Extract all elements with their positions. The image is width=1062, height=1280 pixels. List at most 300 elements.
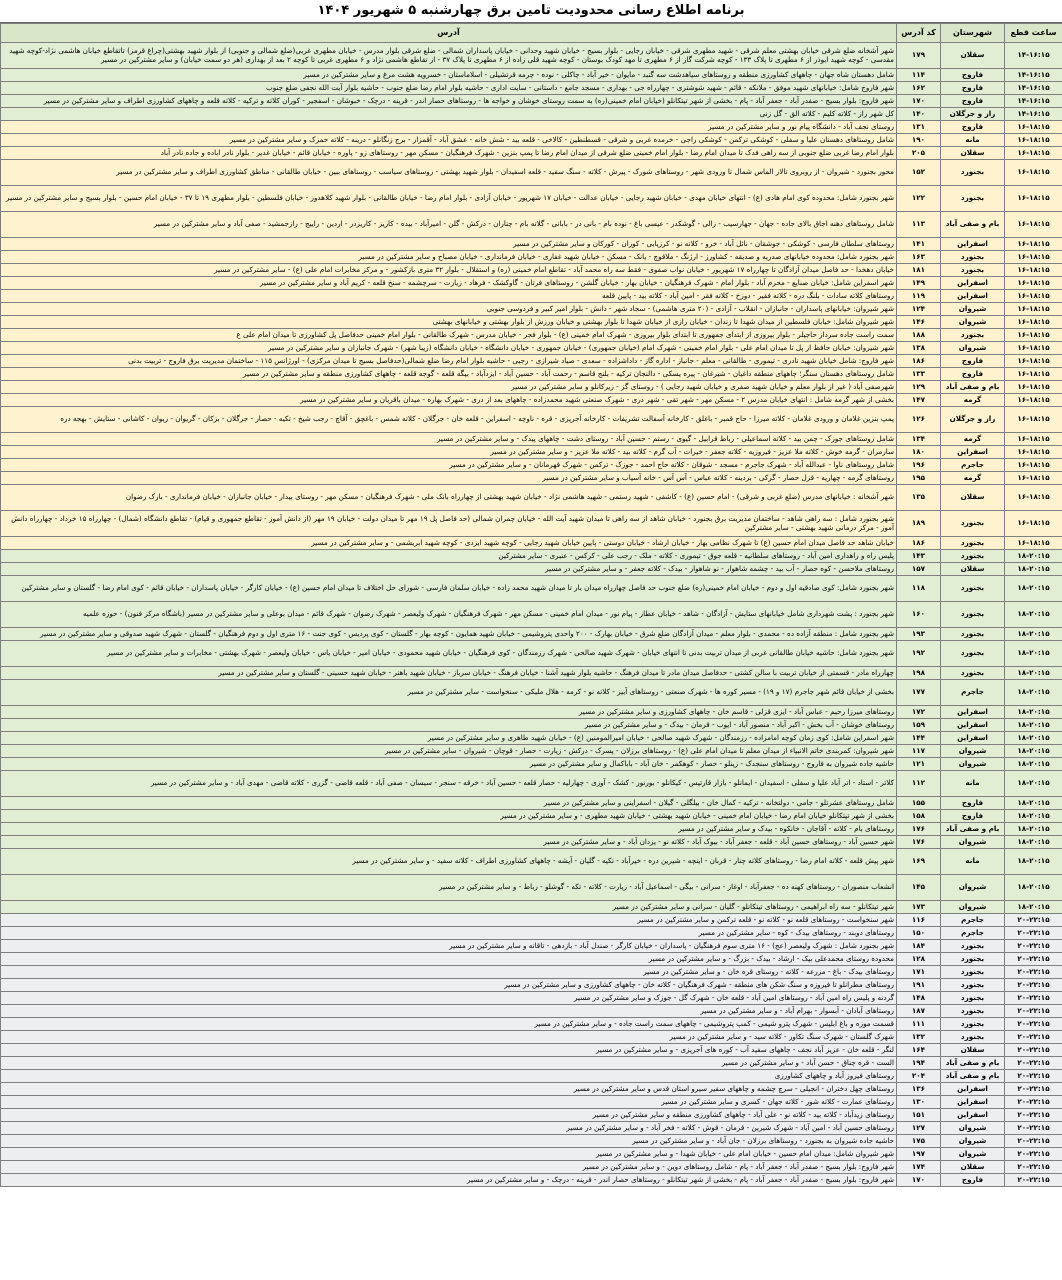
code-cell: ۱۹۱ <box>897 979 941 992</box>
time-cell: ۱۶-۱۸:۱۵ <box>1005 121 1062 134</box>
time-cell: ۲۰-۲۲:۱۵ <box>1005 1174 1062 1187</box>
code-cell: ۱۶۹ <box>897 849 941 875</box>
city-cell: بام و صفی آباد <box>941 212 1005 238</box>
time-cell: ۲۰-۲۲:۱۵ <box>1005 1122 1062 1135</box>
code-cell: ۱۷۰ <box>897 1174 941 1187</box>
table-row <box>1 758 1062 771</box>
code-cell: ۱۲۶ <box>897 407 941 433</box>
time-cell: ۱۶-۱۸:۱۵ <box>1005 446 1062 459</box>
table-row <box>1 1148 1062 1161</box>
address-cell: الست - قره چناق - حسن آباد - و سایر مشترکین در مسیر <box>1 1057 897 1070</box>
table-row <box>1 342 1062 355</box>
table-row <box>1 316 1062 329</box>
code-cell: ۱۸۴ <box>897 940 941 953</box>
code-cell: ۲۰۴ <box>897 1070 941 1083</box>
address-cell: روستاهای سلطان فارسی - کوشکی - جوشقان - نائل آباد - خرو - کلاته نو - کرزیابی - کوران - کورکان و سایر مشترکین در مسیر <box>1 238 897 251</box>
table-row <box>1 160 1062 186</box>
address-cell: سمت راست جاده سرداز حاجیلر - بلوار بیروزی از ابتدای جمهوری تا ابتدای بلوار بیروزی - شهرک امام خمینی (ع) - بلوار فجر - خیابان مدرس - شهرک طالقانی - بلوار امام خمینی حدفاصل پل کشاورزی تا میدان امام علی ع <box>1 329 897 342</box>
city-cell: جاجرم <box>941 914 1005 927</box>
code-cell: ۱۶۲ <box>897 82 941 95</box>
table-row <box>1 134 1062 147</box>
code-cell: ۱۸۱ <box>897 264 941 277</box>
table-row <box>1 719 1062 732</box>
time-cell: ۱۸-۲۰:۱۵ <box>1005 745 1062 758</box>
address-cell: بخشی از شهر گرمه شامل : انتهای خیابان مدرس ۲ - مسکن مهر - شهر تقی - شهر دری - شهرک صنعتی شهید محمدزاده - چاههای بعد از دری - شهرک بهاره - میدان باقریان و سایر مشترکین در مسیر <box>1 394 897 407</box>
address-cell: چهارراه مادر - قسمتی از خیابان تربیت با سالن کشتی - حدفاصل میدان مادر تا میدان فرهنگ - حاشیه بلوار شهید آشنا - خیابان فرهنگ - خیابان سرباز - خیابان شهید باهنر - خیابان شهید حسینی - گلستان و سایر مشترکین در مسیر <box>1 667 897 680</box>
time-cell: ۱۶-۱۸:۱۵ <box>1005 433 1062 446</box>
time-cell: ۱۶-۱۸:۱۵ <box>1005 407 1062 433</box>
code-cell: ۱۶۳ <box>897 251 941 264</box>
code-cell: ۱۹۲ <box>897 641 941 667</box>
address-cell: حاشیه جاده شیروان به بجنورد - روستاهای برزلان - جان آباد - و سایر مشترکین در مسیر <box>1 1135 897 1148</box>
city-cell: بجنورد <box>941 1005 1005 1018</box>
time-cell: ۱۶-۱۸:۱۵ <box>1005 186 1062 212</box>
table-row <box>1 355 1062 368</box>
address-cell: شهر شیروان: خیابان حافظ از پل تا میدان امام علی - بلوار امام خمینی - شهرک امام (خیابان جمهوری) - خیابان جمهوری - خیابان دانشگاه - خیابان دانشگاه (زیبا شهر) - شهرک جانبازان و سایر مشترکین در مسیر <box>1 342 897 355</box>
address-cell: شهر اسفراین شامل: کوی زمان کوچه امامزاده - رزمندگان - شهرک شهید صالحی - خیابان امیرالمومنین (ع) - خیابان شهید طاهری و سایر مشترکین در مسیر <box>1 732 897 745</box>
city-cell: بجنورد <box>941 251 1005 264</box>
address-cell: شامل روستاهای ناوا - عبدالله آباد - شهرک جاجرم - مسجد - شوقان - کلاته حاج احمد - جوزک - ترکمن - شهرک قهرمانان - و سایر مشترکین در مسیر <box>1 459 897 472</box>
city-cell: جاجرم <box>941 927 1005 940</box>
address-cell: شهر تیتکانلو - سه راه ابراهیمی - روستاهای تیتکانلو - گلیان - سرانی و سایر مشترکین در مسیر <box>1 901 897 914</box>
time-cell: ۱۴-۱۶:۱۵ <box>1005 108 1062 121</box>
code-cell: ۱۸۷ <box>897 1005 941 1018</box>
code-cell: ۱۸۶ <box>897 537 941 550</box>
table-row <box>1 1109 1062 1122</box>
address-cell: شهر شیروان: کمربندی خاتم الانبیاء از میدان معلم تا میدان امام علی (ع) - روستاهای برزلان - پسرک - درکش - زیارت - حصار - قوچان - شیروان - سایر مشترکین در مسیر <box>1 745 897 758</box>
city-cell: بجنورد <box>941 329 1005 342</box>
address-cell: شهرصفی آباد ( غیر از بلوار معلم و خیابان شهید صفری و خیابان شهید رجایی ) - روستای گز - زیرکانلو و سایر مشترکین در مسیر <box>1 381 897 394</box>
city-cell: گرمه <box>941 472 1005 485</box>
address-cell: بخشی از شهر تیتکانلو خیابان امام رضا - خیابان امام خمینی - خیابان شهید بهشتی - خیابان شهید مطهری - و سایر مشترکین در مسیر <box>1 810 897 823</box>
code-cell: ۱۵۱ <box>897 1109 941 1122</box>
code-cell: ۱۷۴ <box>897 1161 941 1174</box>
time-cell: ۲۰-۲۲:۱۵ <box>1005 1031 1062 1044</box>
city-cell: اسفراین <box>941 277 1005 290</box>
table-row <box>1 706 1062 719</box>
address-cell: روستاهای حسین آباد - امین آباد - شهرک شیرین - قرمان - قوش - کلاته - فخر آباد - و سایر مشترکین در مسیر <box>1 1122 897 1135</box>
page-title: برنامه اطلاع رسانی محدودیت تامین برق چهارشنبه ۵ شهریور ۱۴۰۴ <box>0 0 1062 23</box>
table-row <box>1 1096 1062 1109</box>
table-row <box>1 1161 1062 1174</box>
city-cell: بجنورد <box>941 186 1005 212</box>
address-cell: شهر حسین آباد - روستاهای حسین آباد - قلعه - جعفر آباد - بیوک آباد - کلاته نو - یزدان آباد - و سایر مشترکین در مسیر <box>1 836 897 849</box>
table-row <box>1 368 1062 381</box>
address-cell: شهر بجنورد شامل: محدوده خیابانهای صدریه و صدیقه - کشاورز - ارژنگ - ملاقوچ - یانک - مسکن - خیابان شهید غفاری - خیابان فرمانداری - خیابان مصباح و سایر مشترکین در مسیر <box>1 251 897 264</box>
code-cell: ۱۴۸ <box>897 992 941 1005</box>
table-row <box>1 1005 1062 1018</box>
address-cell: شهر بجنورد : پشت شهرداری شامل خیابانهای ستایش - آزادگان - شاهد - خیابان عطار - پیام نور - میدان امام خمینی - مسکن مهر - شهرک فرهنگیان - شهرک ولیعصر - شهرک رضوان - شهرک قائم - میدان بوعلی و سایر مشترکین در مسیر (باشگاه مرکز فنون) - حوزه علمیه <box>1 602 897 628</box>
table-row <box>1 433 1062 446</box>
time-cell: ۱۸-۲۰:۱۵ <box>1005 667 1062 680</box>
address-cell: شامل روستاهای دهستان علیا و سفلی - کوشکی ترکمن - کوشکی راجی - خرمده غربی و شرقی - قسطنطین - کالاخی - قلعه بید - شش خانه - عشق آباد - آقمزار - برج زنگانلو - درینه - کلاته حمزک و سایر مشترکین در مسیر <box>1 134 897 147</box>
code-cell: ۱۵۰ <box>897 927 941 940</box>
city-cell: بجنورد <box>941 979 1005 992</box>
address-cell: شهر بجنورد شامل : شهرک ولیعصر (عج) - ۱۶ متری سوم فرهنگیان - پاسداران - خیابان کارگر - صندل آباد - بازدهی - تاقانه و سایر مشترکین در مسیر <box>1 940 897 953</box>
city-cell: فاروج <box>941 121 1005 134</box>
time-cell: ۲۰-۲۲:۱۵ <box>1005 979 1062 992</box>
table-row <box>1 823 1062 836</box>
address-cell: روستای نجف آباد - دانشگاه پیام نور و سایر مشترکین در مسیر <box>1 121 897 134</box>
table-row <box>1 563 1062 576</box>
time-cell: ۱۸-۲۰:۱۵ <box>1005 550 1062 563</box>
code-cell: ۱۷۰ <box>897 95 941 108</box>
code-cell: ۱۱۳ <box>897 212 941 238</box>
time-cell: ۱۸-۲۰:۱۵ <box>1005 576 1062 602</box>
table-row <box>1 797 1062 810</box>
time-cell: ۱۶-۱۸:۱۵ <box>1005 472 1062 485</box>
time-cell: ۱۶-۱۸:۱۵ <box>1005 134 1062 147</box>
code-cell: ۱۵۸ <box>897 810 941 823</box>
address-cell: شامل روستاهای جوزک - چمن بید - کلاته اسماعیلی - رباط قرابیل - گیوی - رستم - حسین آباد - روستای دشت - چاههای پیدک - و سایر مشترکین در مسیر <box>1 433 897 446</box>
city-cell: بجنورد <box>941 628 1005 641</box>
address-cell: شهر فاروج: بلوار بسیج - صفدر آباد - جعفر آباد - پام - شامل روستاهای دوین - و سایر مشترکین در مسیر <box>1 1161 897 1174</box>
address-cell: روستاهای زیدآباد - کلاته بید - کلاته نو - علی آباد - چاههای کشاورزی منطقه و سایر مشترکین در مسیر <box>1 1109 897 1122</box>
city-cell: شیروان <box>941 1135 1005 1148</box>
header-city: شهرستان <box>941 24 1005 43</box>
address-cell: محدوده روستای محمدعلی بیک - ارشاد - بیدک - بزرگ - و سایر مشترکین در مسیر <box>1 953 897 966</box>
code-cell: ۱۳۳ <box>897 368 941 381</box>
city-cell: بجنورد <box>941 966 1005 979</box>
table-row <box>1 303 1062 316</box>
code-cell: ۱۱۷ <box>897 745 941 758</box>
time-cell: ۲۰-۲۲:۱۵ <box>1005 914 1062 927</box>
city-cell: اسفراین <box>941 1096 1005 1109</box>
code-cell: ۱۴۳ <box>897 550 941 563</box>
city-cell: گرمه <box>941 433 1005 446</box>
address-cell: شامل روستاهای عشرتلو - جامی - دولتخانه - ترکیه - کمال خان - بیلگلی - گیلان - اسفراینی و سایر مشترکین در مسیر <box>1 797 897 810</box>
city-cell: فاروج <box>941 355 1005 368</box>
time-cell: ۱۶-۱۸:۱۵ <box>1005 459 1062 472</box>
table-row <box>1 264 1062 277</box>
time-cell: ۱۶-۱۸:۱۵ <box>1005 212 1062 238</box>
time-cell: ۱۸-۲۰:۱۵ <box>1005 875 1062 901</box>
time-cell: ۱۸-۲۰:۱۵ <box>1005 849 1062 875</box>
address-cell: شهر اسفراین شامل: خیابان صنایع - محرم آباد - بلوار امام - شهرک فرهنگیان - خیابان بهار - خیابان گلشن - روستاهای فرتان - گاوکشک - فرهاد - زیارت - سرچشمه - سنخ قلعه - کریم آباد و سایر مشترکین در مسیر <box>1 277 897 290</box>
table-row <box>1 810 1062 823</box>
code-cell: ۱۷۶ <box>897 823 941 836</box>
city-cell: شیروان <box>941 875 1005 901</box>
code-cell: ۲۰۵ <box>897 147 941 160</box>
address-cell: شامل روستاهای دهستان سنگر؛ چاههای منطقه داغیان - شیرغان - پیره یسکی - دالنجان ترکیه - بلنج قاسم - رحمت آباد - حسین آباد - ایزدآباد - بیگه قلعه - گوجه قلعه - چاههای کشاورزی منطقه و سایر مشترکین در مسیر <box>1 368 897 381</box>
time-cell: ۲۰-۲۲:۱۵ <box>1005 966 1062 979</box>
table-row <box>1 1018 1062 1031</box>
address-cell: شهر شیروان شامل: خیابان فلسطین از میدان شهدا تا زندان - خیابان رازی از خیابان شهدا تا بلوار بهشتی و خیابان ورزش از بلوار بهشتی و خیابانهای بهشتی <box>1 316 897 329</box>
table-row <box>1 641 1062 667</box>
table-row <box>1 992 1062 1005</box>
city-cell: اسفراین <box>941 719 1005 732</box>
address-cell: شهر شیروان شامل: میدان امام حسین - خیابان امام علی - خیابان شهدا - و سایر مشترکین در مسیر <box>1 1148 897 1161</box>
code-cell: ۱۵۵ <box>897 797 941 810</box>
table-row <box>1 472 1062 485</box>
table-row <box>1 394 1062 407</box>
city-cell: اسفراین <box>941 446 1005 459</box>
city-cell: فاروج <box>941 69 1005 82</box>
table-row <box>1 914 1062 927</box>
time-cell: ۱۸-۲۰:۱۵ <box>1005 823 1062 836</box>
code-cell: ۱۸۸ <box>897 329 941 342</box>
table-row <box>1 576 1062 602</box>
address-cell: شهر سنخواست - روستاهای قلعه نو - کلاته نو - قلعه ترکمن و سایر مشترکین در مسیر <box>1 914 897 927</box>
table-row <box>1 667 1062 680</box>
table-row <box>1 836 1062 849</box>
code-cell: ۱۳۲ <box>897 1031 941 1044</box>
city-cell: بجنورد <box>941 992 1005 1005</box>
time-cell: ۱۶-۱۸:۱۵ <box>1005 537 1062 550</box>
city-cell: سقلان <box>941 147 1005 160</box>
table-row <box>1 290 1062 303</box>
table-row <box>1 511 1062 537</box>
city-cell: بام و صفی آباد <box>941 1070 1005 1083</box>
code-cell: ۱۴۹ <box>897 277 941 290</box>
city-cell: بجنورد <box>941 1018 1005 1031</box>
table-row <box>1 1174 1062 1187</box>
city-cell: اسفراین <box>941 706 1005 719</box>
address-cell: روستاهای ملاحسن - کوه حصار - آب بید - چشمه شاهوار - نو شاهوار - بیدک - کلاته جعفر - و سایر مشترکین در مسیر <box>1 563 897 576</box>
time-cell: ۱۶-۱۸:۱۵ <box>1005 511 1062 537</box>
time-cell: ۲۰-۲۲:۱۵ <box>1005 1148 1062 1161</box>
address-cell: انشعاب منصوران - روستاهای کهنه ده - جعفرآباد - اوغاز - سرانی - بیگی - اسماعیل آباد - زیارت - کلاته - تکه - گوشلو - رباط - و سایر مشترکین در مسیر <box>1 875 897 901</box>
address-cell: خیابان شاهد حد فاصل میدان امام حسین (ع) تا شهرک نظامی بهار - خیابان ارشاد - خیابان دوستی - پایین خیابان شهید رجایی - کوچه شهید ایزدی - کوچه شهید ابریشمی - و سایر مشترکین در مسیر <box>1 537 897 550</box>
table-row <box>1 1057 1062 1070</box>
time-cell: ۱۸-۲۰:۱۵ <box>1005 628 1062 641</box>
city-cell: فاروج <box>941 797 1005 810</box>
table-row <box>1 966 1062 979</box>
city-cell: بجنورد <box>941 602 1005 628</box>
code-cell: ۱۹۷ <box>897 1148 941 1161</box>
address-cell: روستاهای بام - کلاته - آقاجان - خانکوه - بیدک و سایر مشترکین در مسیر <box>1 823 897 836</box>
code-cell: ۱۲۷ <box>897 1122 941 1135</box>
city-cell: مانه <box>941 849 1005 875</box>
table-row <box>1 602 1062 628</box>
address-cell: کلاتر - استاد - اتر آباد علیا و سفلی - اسفیدان - ایمانلو - بازار قارتیس - کیکانلو - بورنور - کشک - آوزی - چهارلیه - حصار قلعه - حسین آباد - خرقه - سنجر - سیسان - صفی آباد - قلعه قاضی - گزری - کلاته قاضی - مهدی آباد - و سایر مشترکین در مسیر <box>1 771 897 797</box>
table-row <box>1 901 1062 914</box>
code-cell: ۱۶۰ <box>897 602 941 628</box>
code-cell: ۱۹۳ <box>897 628 941 641</box>
header-time: ساعت قطع <box>1005 24 1062 43</box>
code-cell: ۱۷۵ <box>897 1135 941 1148</box>
header-row <box>1 24 1062 43</box>
city-cell: فاروج <box>941 368 1005 381</box>
time-cell: ۱۸-۲۰:۱۵ <box>1005 680 1062 706</box>
time-cell: ۲۰-۲۲:۱۵ <box>1005 1044 1062 1057</box>
table-row <box>1 95 1062 108</box>
city-cell: اسفراین <box>941 1109 1005 1122</box>
address-cell: شهرک گلستان - شهرک سنگ تکاور - کلاته سید - و سایر مشترکین در مسیر <box>1 1031 897 1044</box>
address-cell: شهر بجنورد شامل: محدوده کوی امام هادی (ع) - انتهای خیابان مهدی - خیابان شهید رجایی - خیابان عدالت - خیابان ۱۷ شهریور - خیابان آزادی - بلوار امام رضا - خیابان طالقانی - بلوار شهید کلاهدوز - خیابان فلسطین - بلوار مطهری ۱۹ تا ۳۷ - خیابان امام حسین - بلوار بسیج و سایر مشترکین در مسیر <box>1 186 897 212</box>
address-cell: روستاهای گرمه - چهاریه - قزل حصار - گرکی - بردینه - کلاته عباس - آس آس - خانه آسیاب و سایر مشترکین در مسیر <box>1 472 897 485</box>
time-cell: ۲۰-۲۲:۱۵ <box>1005 1005 1062 1018</box>
table-row <box>1 186 1062 212</box>
city-cell: بجنورد <box>941 940 1005 953</box>
city-cell: فاروج <box>941 95 1005 108</box>
city-cell: راز و جرگلان <box>941 407 1005 433</box>
code-cell: ۱۴۵ <box>897 875 941 901</box>
city-cell: شیروان <box>941 836 1005 849</box>
address-cell: روستاهای فیروز آباد و چاههای کشاورزی <box>1 1070 897 1083</box>
time-cell: ۱۶-۱۸:۱۵ <box>1005 303 1062 316</box>
address-cell: روستاهای میرزا رحیم - عباس آباد - ایزی قزلی - قاسم خان - چاههای کشاورزی و سایر مشترکین در مسیر <box>1 706 897 719</box>
code-cell: ۱۲۲ <box>897 186 941 212</box>
code-cell: ۱۲۱ <box>897 758 941 771</box>
table-row <box>1 745 1062 758</box>
time-cell: ۲۰-۲۲:۱۵ <box>1005 1109 1062 1122</box>
table-row <box>1 446 1062 459</box>
code-cell: ۱۱۲ <box>897 771 941 797</box>
code-cell: ۱۲۴ <box>897 303 941 316</box>
city-cell: بجنورد <box>941 576 1005 602</box>
city-cell: شیروان <box>941 1122 1005 1135</box>
code-cell: ۱۴۶ <box>897 316 941 329</box>
table-body <box>1 43 1062 1187</box>
city-cell: اسفراین <box>941 290 1005 303</box>
city-cell: شیروان <box>941 1148 1005 1161</box>
table-row <box>1 1083 1062 1096</box>
table-row <box>1 849 1062 875</box>
city-cell: شیروان <box>941 901 1005 914</box>
code-cell: ۱۷۶ <box>897 836 941 849</box>
code-cell: ۱۳۰ <box>897 1096 941 1109</box>
address-cell: شهر فاروج: بلوار بسیج - صفدر آباد - جعفر آباد - پام - بخشی از شهر تیتکانلو - روستاهای حصار اندر - قرینه - درچک - و سایر مشترکین در مسیر <box>1 1174 897 1187</box>
code-cell: ۱۱۶ <box>897 914 941 927</box>
header-address: آدرس <box>1 24 897 43</box>
address-cell: شهر فاروج: شامل خیابان شهید نادری - تیموری - طالقانی - معلم - جانباز - اداره گاز - داداشزاده - سعدی - صیاد شیرازی - رجبی - حاشیه بلوار امام رضا ضلع شمالی(حدفاصل بسیج تا میدان مرکزی) - اورژانس ۱۱۵ - ساختمان مدیریت برق فاروج - تربیت بدنی <box>1 355 897 368</box>
address-cell: محور بجنورد - شیروان - از روبروی تالار الماس شمال تا ورودی شهر - روستاهای شورک - پیرش - کلاته - سنگ سفید - قلعه اسفیدان - بلوار شهید بهشتی - روستاهای سیاسب - روستاهای ببین - خیابان طالقانی - مناطق کشاورزی اطراف و سایر مشترکین در مسیر <box>1 160 897 186</box>
code-cell: ۱۳۶ <box>897 1083 941 1096</box>
city-cell: بام و صفی آباد <box>941 1057 1005 1070</box>
time-cell: ۱۸-۲۰:۱۵ <box>1005 719 1062 732</box>
code-cell: ۱۷۳ <box>897 901 941 914</box>
time-cell: ۱۸-۲۰:۱۵ <box>1005 771 1062 797</box>
city-cell: جاجرم <box>941 459 1005 472</box>
time-cell: ۱۴-۱۶:۱۵ <box>1005 43 1062 69</box>
time-cell: ۲۰-۲۲:۱۵ <box>1005 1057 1062 1070</box>
city-cell: راز و جرگلان <box>941 108 1005 121</box>
city-cell: گرمه <box>941 394 1005 407</box>
code-cell: ۱۸۹ <box>897 511 941 537</box>
table-row <box>1 329 1062 342</box>
address-cell: شهر بجنورد شامل : منطقه آزاده ده - محمدی - بلوار معلم - میدان آزادگان ضلع شرق - خیابان بهارک - ۲۰۰ واحدی پتروشیمی - خیابان شهید همایون - کوچه بهار - گلستان - کوی پردیس - کوی جنت - ۱۶ متری اول و دوم فرهنگیان - گلستان - شهرک شهید صدوقی و سایر مشترکین در مسیر <box>1 628 897 641</box>
time-cell: ۱۶-۱۸:۱۵ <box>1005 160 1062 186</box>
code-cell: ۱۱۱ <box>897 1018 941 1031</box>
time-cell: ۱۶-۱۸:۱۵ <box>1005 277 1062 290</box>
time-cell: ۱۶-۱۸:۱۵ <box>1005 485 1062 511</box>
address-cell: روستاهای مطرانلو تا فیروزه و سنگ شکن های منطقه - شهرک فرهنگیان - کلاته خان - چاههای کشاورزی و سایر مشترکین در مسیر <box>1 979 897 992</box>
time-cell: ۱۸-۲۰:۱۵ <box>1005 602 1062 628</box>
city-cell: بجنورد <box>941 264 1005 277</box>
time-cell: ۱۶-۱۸:۱۵ <box>1005 355 1062 368</box>
code-cell: ۱۴۱ <box>897 238 941 251</box>
table-row <box>1 628 1062 641</box>
table-row <box>1 381 1062 394</box>
time-cell: ۱۸-۲۰:۱۵ <box>1005 758 1062 771</box>
table-row <box>1 485 1062 511</box>
address-cell: شهر آشخانه : خیابانهای مدرس (ضلع غربی و شرقی) - امام حسین (ع) - کاشفی - شهید رستمی - شهید هاشمی نژاد - خیابان شهید بهشتی از چهارراه بانک ملی - شهرک فرهنگیان - مسکن مهر - روستای بیدار - خیابان جانبازان - خیابان فرمانداری - بارک رضوان <box>1 485 897 511</box>
code-cell: ۱۵۲ <box>897 160 941 186</box>
time-cell: ۱۶-۱۸:۱۵ <box>1005 147 1062 160</box>
city-cell: بجنورد <box>941 667 1005 680</box>
city-cell: اسفراین <box>941 1083 1005 1096</box>
table-row <box>1 108 1062 121</box>
code-cell: ۱۴۷ <box>897 394 941 407</box>
table-row <box>1 680 1062 706</box>
address-cell: شهر بجنورد شامل: حاشیه خیابان طالقانی غربی از میدان تربیت بدنی تا انتهای خیابان - شهرک شهید صالحی - شهرک رزمندگان - کوی فرهنگیان - خیابان شهید محمودی - خیابان امیر - خیابان یاس - خیابان ولیعصر - شهرک بهشتی - مخابرات و سایر مشترکین در مسیر <box>1 641 897 667</box>
table-row <box>1 927 1062 940</box>
address-cell: شهر آشخانه ضلع شرقی خیابان بهشتی معلم شرقی - شهید مطهری شرقی - خیابان رجایی - بلوار بسیج - خیابان شهید وحدانی - خیابان پاسداران شمالی - ضلع شرقی بلوار مدرس - خیابان مطهری غربی(ضلع شمالی و جنوبی) از بلوار شهید بهشتی(چراغ قرمز) تاتقاطع خیابان هاشمی نژاد-کوچه شهید مقدسی - کوچه شهید ابوذر از ۶ مطهری تا پلاک ۱۳۳ - کوچه شرکت گاز از ۶ مطهری تا مهد کودک بوستان - کوچه شهید قلی زاده از ۶ مطهری تا پلاک ۳۷ - از تقاطع هاشمی نژاد و ۶ مطهری غربی تا کوچه ۲ بعد از بهداری (هر دو سمت خیابان) و سایر مشترکین در مسیر <box>1 43 897 69</box>
city-cell: اسفراین <box>941 238 1005 251</box>
city-cell: سقلان <box>941 1044 1005 1057</box>
code-cell: ۱۷۲ <box>897 706 941 719</box>
address-cell: روستاهای آبادان - آبسوار - بهرام آباد - و سایر مشترکین در مسیر <box>1 1005 897 1018</box>
address-cell: شهر فاروج شامل: خیابانهای شهید موفق - ملانکه - قائم - شهید شوشتری - چهارراه جی - بهداری - مسجد جامع - داستانی - سایت اداری - حاشیه بلوار امام رضا ضلع جنوب - حاشیه بلوار آیت الله نجفی ضلع جنوب <box>1 82 897 95</box>
city-cell: سقلان <box>941 1161 1005 1174</box>
table-row <box>1 732 1062 745</box>
time-cell: ۱۶-۱۸:۱۵ <box>1005 251 1062 264</box>
table-row <box>1 121 1062 134</box>
code-cell: ۱۸۰ <box>897 446 941 459</box>
code-cell: ۱۲۸ <box>897 953 941 966</box>
table-row <box>1 43 1062 69</box>
time-cell: ۲۰-۲۲:۱۵ <box>1005 1070 1062 1083</box>
address-cell: روستاهای کلاته سادات - بلنگ دره - کلاته فقیر - دوزخ - کلاته فقر - امین آباد - کلاته بید - پایین قلعه <box>1 290 897 303</box>
table-row <box>1 940 1062 953</box>
code-cell: ۱۲۹ <box>897 381 941 394</box>
code-cell: ۱۷۱ <box>897 966 941 979</box>
city-cell: شیروان <box>941 303 1005 316</box>
table-row <box>1 1031 1062 1044</box>
time-cell: ۱۸-۲۰:۱۵ <box>1005 797 1062 810</box>
time-cell: ۲۰-۲۲:۱۵ <box>1005 1018 1062 1031</box>
city-cell: شیروان <box>941 758 1005 771</box>
time-cell: ۱۶-۱۸:۱۵ <box>1005 368 1062 381</box>
time-cell: ۱۸-۲۰:۱۵ <box>1005 706 1062 719</box>
table-row <box>1 1044 1062 1057</box>
address-cell: کل شهر راز - کلاته کلیم - کلاته الق - گل زنی <box>1 108 897 121</box>
code-cell: ۱۳۵ <box>897 485 941 511</box>
table-row <box>1 771 1062 797</box>
time-cell: ۱۴-۱۶:۱۵ <box>1005 82 1062 95</box>
time-cell: ۱۸-۲۰:۱۵ <box>1005 836 1062 849</box>
table-row <box>1 69 1062 82</box>
city-cell: مانه <box>941 771 1005 797</box>
time-cell: ۱۶-۱۸:۱۵ <box>1005 329 1062 342</box>
table-row <box>1 82 1062 95</box>
time-cell: ۱۸-۲۰:۱۵ <box>1005 563 1062 576</box>
code-cell: ۱۹۸ <box>897 667 941 680</box>
table-row <box>1 1122 1062 1135</box>
address-cell: شهر شیروان: خیابانهای پاسداران - جانبازان - انقلاب - آزادی - (۲۰ متری هاشمی) - سجاد شهر - دانش - بلوار امیر کبیر و فردوسی جنوبی <box>1 303 897 316</box>
table-row <box>1 238 1062 251</box>
city-cell: اسفراین <box>941 732 1005 745</box>
address-cell: شامل دهستان شاه جهان - چاههای کشاورزی منطقه و روستاهای سیاهدشت سه گنبد - مایوان - خیر آباد - چاکلی - نوده - چرمه قرتشیلی - اسلاماستان - خسرویه هشت مرغ و سایر مشترکین در مسیر <box>1 69 897 82</box>
time-cell: ۱۸-۲۰:۱۵ <box>1005 641 1062 667</box>
code-cell: ۱۶۴ <box>897 1044 941 1057</box>
address-cell: بلوار امام رضا غربی ضلع جنوبی از سه راهی فدک تا میدان امام رضا - بلوار امام خمینی ضلع شرقی از میدان امام رضا تا پمپ بنزین - شهرک فرهنگیان - مسکن مهر - روستاهای زو - پاوره - خیابان قائم - خیابان غدیر - بلوار نادر اباده و جاده نادر آباد <box>1 147 897 160</box>
code-cell: ۱۳۸ <box>897 342 941 355</box>
address-cell: روستاهای بیدک - باغ - مزرعه - کلاته - روستای قره خان - و سایر مشترکین در مسیر <box>1 966 897 979</box>
address-cell: روستاهای دوبند - روستاهای بیدک - کوه - سایر مشترکین در مسیر <box>1 927 897 940</box>
time-cell: ۲۰-۲۲:۱۵ <box>1005 953 1062 966</box>
city-cell: بجنورد <box>941 511 1005 537</box>
address-cell: پلیس راه و راهداری امین آباد - روستاهای سلطانیه - قلعه جوق - تیموری - کلاته - ملک - رجب علی - کرکس - عنبری - سایر مشترکین <box>1 550 897 563</box>
address-cell: حاشیه جاده شیروان به فاروج - روستاهای سنجدک - زینلو - حصار - کوهکمر - خان آباد - باباکمال و سایر مشترکین در مسیر <box>1 758 897 771</box>
time-cell: ۱۶-۱۸:۱۵ <box>1005 381 1062 394</box>
address-cell: شهر بجنورد شامل : سه راهی شاهد - ساختمان مدیریت برق بجنورد - خیابان شاهد از سه راهی تا میدان شهید آیت الله - خیابان چمران شمالی (حد فاصل پل ۱۹ مهر تا میدان دولت - خیابان ۱۹ مهر (از دانش آموز - تقاطع جمهوری و قیام) - تقاطع دانشگاه (شمال) - چهارراه ۱۵ خرداد - چهارراه دانش آموز - مرکز درمانی شهید بهشتی - سایر مشترکین <box>1 511 897 537</box>
code-cell: ۱۱۸ <box>897 576 941 602</box>
city-cell: سقلان <box>941 485 1005 511</box>
city-cell: بجنورد <box>941 160 1005 186</box>
table-row <box>1 407 1062 433</box>
